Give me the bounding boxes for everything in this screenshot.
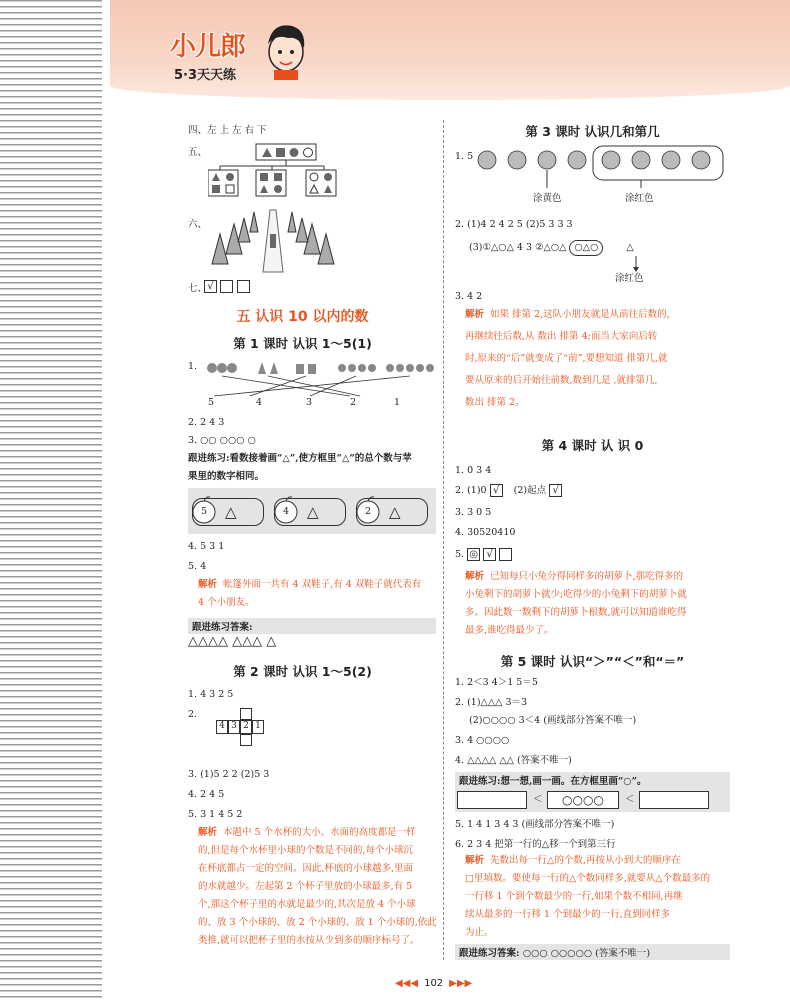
lesson3-title: 第 3 课时 认识几和第几 xyxy=(525,124,660,139)
l3-q2-3 xyxy=(469,240,634,256)
match-number: 5 xyxy=(208,397,215,408)
analysis1-line1: 帐篷外面一共有 4 双鞋子,有 4 双鞋子就代表有 xyxy=(223,579,422,590)
match-number: 3 xyxy=(306,397,313,408)
follow1-answer-label: 跟进练习答案: xyxy=(188,618,436,634)
analysis5-line: 先数出每一行△的个数,再按从小到大的顺序在 xyxy=(490,855,681,866)
l1-q3: 3. ○○ ○○○ ○ xyxy=(188,435,256,446)
match-number: 1 xyxy=(394,397,401,408)
analysis2-line: 类推,就可以把杯子里的水按从少到多的顺序标号了。 xyxy=(198,935,420,946)
grid-cell: 2 xyxy=(240,720,252,734)
follow1-answer: △△△△ △△△ △ xyxy=(188,634,277,649)
follow5-exercise xyxy=(455,788,730,812)
lesson2-title: 第 2 课时 认识 1～5(2) xyxy=(233,664,372,679)
analysis5-line: 续从最多的一行移 1 个到最少的一行,直到同样多 xyxy=(465,909,671,920)
analysis-2 xyxy=(198,824,438,950)
logo-subtitle: 5·3天天练 xyxy=(174,68,237,83)
l2-q1: 1. 4 3 2 5 xyxy=(188,689,234,700)
left-q7-label: 七、 xyxy=(188,283,208,294)
analysis-3 xyxy=(465,304,730,414)
l1-q4: 4. 5 3 1 xyxy=(188,541,225,552)
apple-number: 2 xyxy=(365,506,372,517)
analysis2-line: 本题中 5 个水杯的大小、水面的高度都是一样 xyxy=(223,827,416,838)
grid-cell: 4 xyxy=(216,720,228,734)
apple-triangle: △ xyxy=(307,503,319,521)
brand-logo xyxy=(170,20,310,90)
l1-q1: 1. xyxy=(188,361,198,372)
l5-q6: 6. 2 3 4 把第一行的△移一个到第三行 xyxy=(455,839,616,850)
l2-q2: 2. xyxy=(188,709,198,720)
l4-q5 xyxy=(455,548,512,562)
flowers-picture xyxy=(475,144,725,188)
prev-arrows-icon: ◀◀◀ xyxy=(395,978,419,989)
grid-cell xyxy=(240,708,252,720)
follow5-label: 跟进练习:想一想,画一画。在方框里画“○”。 xyxy=(455,772,730,788)
follow5-lt: ＜ xyxy=(533,794,543,805)
q7-box-check: √ xyxy=(204,280,217,293)
page-content xyxy=(170,120,730,960)
l3-q3: 3. 4 2 xyxy=(455,291,483,302)
grid-cell: 1 xyxy=(252,720,264,734)
analysis4-line: 最多,谁吃得最少了。 xyxy=(465,625,554,636)
l4-q1: 1. 0 3 4 xyxy=(455,465,492,476)
left-margin-stripes xyxy=(0,0,110,1000)
apple-number: 4 xyxy=(283,506,290,517)
analysis3-line: 数出 排第 2。 xyxy=(465,397,525,408)
next-arrows-icon: ▶▶▶ xyxy=(449,978,473,989)
analysis-tag: 解析 xyxy=(465,309,485,320)
apple-triangle: △ xyxy=(389,503,401,521)
analysis-5 xyxy=(465,852,730,942)
forest-road-picture xyxy=(208,204,338,274)
l4-q2-check-2: √ xyxy=(549,484,562,497)
shape-tree-diagram xyxy=(208,142,338,198)
l4-q3: 3. 3 0 5 xyxy=(455,507,492,518)
match-number: 2 xyxy=(350,397,357,408)
apple-number: 5 xyxy=(201,506,208,517)
analysis2-line: 的,但是每个水杯里小球的个数是不同的,每个小球沉 xyxy=(198,845,414,856)
l4-q2 xyxy=(455,484,562,498)
analysis2-line: 的、放 3 个小球的、放 2 个小球的、放 1 个小球的,依此 xyxy=(198,917,437,928)
l3-q2-3-tail: △ xyxy=(626,242,634,253)
l4-q2-check-1: √ xyxy=(490,484,503,497)
analysis2-line: 个,那这个杯子里的水就是最少的,其次是放 4 个小球 xyxy=(198,899,416,910)
analysis3-line: 如果 排第 2,这队小朋友就是从前往后数的, xyxy=(490,309,670,320)
l4-q2-b: (2)起点 xyxy=(513,485,547,496)
analysis-1 xyxy=(198,576,438,612)
l5-q5: 5. 1 4 1 3 4 3 (画线部分答案不唯一) xyxy=(455,819,615,830)
follow5-answer-label: 跟进练习答案: xyxy=(459,948,520,959)
logo-title: 小儿郎 xyxy=(170,32,246,62)
l3-yellow: 涂黄色 xyxy=(533,193,562,204)
analysis-tag: 解析 xyxy=(465,855,485,866)
mascot-icon xyxy=(262,20,310,80)
number-cross-grid xyxy=(216,708,276,762)
follow5-lt-2: ＜ xyxy=(625,794,635,805)
l4-q5-label: 5. xyxy=(455,549,465,560)
grid-cell: 3 xyxy=(228,720,240,734)
analysis1-line2: 4 个小朋友。 xyxy=(198,597,255,608)
arrow-down-icon xyxy=(631,256,641,272)
l3-q2-3-circled: ○△○ xyxy=(569,240,603,256)
l3-red2: 涂红色 xyxy=(615,273,644,284)
analysis4-line: 已知每只小兔分得同样多的胡萝卜,那吃得多的 xyxy=(490,571,684,582)
analysis2-line: 在杯底都占一定的空间。因此,杯底的小球越多,里面 xyxy=(198,863,414,874)
q7-box-empty-1 xyxy=(220,280,233,293)
follow5-box-1 xyxy=(457,791,527,809)
analysis5-line: 为止。 xyxy=(465,927,494,938)
l5-q4: 4. △△△△ △△ (答案不唯一) xyxy=(455,755,572,766)
l5-q1: 1. 2＜3 4＞1 5＝5 xyxy=(455,677,538,688)
lesson1-title: 第 1 课时 认识 1～5(1) xyxy=(233,336,372,351)
grid-cell xyxy=(240,734,252,746)
l3-q2-1: 2. (1)4 2 4 2 5 (2)5 3 3 3 xyxy=(455,219,573,230)
analysis-4 xyxy=(465,568,730,640)
match-number: 4 xyxy=(256,397,263,408)
lesson4-title: 第 4 课时 认 识 0 xyxy=(541,438,644,453)
l4-q5-box-1: ◎ xyxy=(467,548,480,561)
l3-q1: 1. 5 xyxy=(455,151,474,162)
apple-box xyxy=(356,498,428,526)
l4-q4: 4. 30520410 xyxy=(455,527,516,538)
l3-q2-3-text: (3)①△○△ 4 3 ②△○△ xyxy=(469,242,567,253)
analysis-tag: 解析 xyxy=(465,571,485,582)
l4-q5-box-3 xyxy=(499,548,512,561)
l2-q4: 4. 2 4 5 xyxy=(188,789,225,800)
q7-boxes xyxy=(204,280,250,293)
analysis5-line: 一行移 1 个到个数最少的一行,如果个数不相同,再继 xyxy=(465,891,683,902)
analysis4-line: 小兔剩下的胡萝卜就少;吃得少的小兔剩下的胡萝卜就 xyxy=(465,589,687,600)
l4-q2-a: 2. (1)0 xyxy=(455,485,487,496)
left-q5-label: 五、 xyxy=(188,147,208,158)
l5-q2-2: (2)○○○○ 3＜4 (画线部分答案不唯一) xyxy=(469,715,637,726)
follow1-exercise xyxy=(188,488,436,534)
l5-q2-1: 2. (1)△△△ 3＝3 xyxy=(455,697,528,708)
apple-box xyxy=(192,498,264,526)
analysis2-line: 的水就越少。左起第 2 个杯子里放的小球最多,有 5 xyxy=(198,881,413,892)
section-title: 五 认识 10 以内的数 xyxy=(236,309,369,325)
follow5-box-2: ○○○○ xyxy=(547,791,619,809)
l1-q2: 2. 2 4 3 xyxy=(188,417,225,428)
analysis3-line: 再继续往后数,从 数出 排第 4;而当大家向后转 xyxy=(465,331,658,342)
l5-q3: 3. 4 ○○○○ xyxy=(455,735,510,746)
follow5-answer-text: ○○○ ○○○○○ (答案不唯一) xyxy=(522,948,651,959)
follow5-answer xyxy=(455,944,730,960)
lesson5-title: 第 5 课时 认识“＞”“＜”和“＝” xyxy=(500,654,685,669)
analysis5-line: □里填数。要使每一行的△个数同样多,就要从△个数最多的 xyxy=(465,873,711,884)
l3-red: 涂红色 xyxy=(625,193,654,204)
page-number: 102 xyxy=(424,978,444,989)
apple-triangle: △ xyxy=(225,503,237,521)
follow5-box-3 xyxy=(639,791,709,809)
l4-q5-box-2: √ xyxy=(483,548,496,561)
analysis4-line: 多。因此数一数剩下的胡萝卜根数,就可以知道谁吃得 xyxy=(465,607,687,618)
follow1-line2: 果里的数字相同。 xyxy=(188,471,265,482)
analysis-tag: 解析 xyxy=(198,579,218,590)
l2-q3: 3. (1)5 2 2 (2)5 3 xyxy=(188,769,270,780)
follow1-line1: 跟进练习:看数接着画“△”,使方框里“△”的总个数与苹 xyxy=(188,453,412,464)
left-q4: 四、左 上 左 右 下 xyxy=(188,125,267,136)
analysis-tag: 解析 xyxy=(198,827,218,838)
apple-box xyxy=(274,498,346,526)
page-footer xyxy=(395,978,472,989)
q7-box-empty-2 xyxy=(237,280,250,293)
analysis3-line: 要从原来的后开始往前数,数到几是 ,就排第几, xyxy=(465,375,658,386)
l1-q5: 5. 4 xyxy=(188,561,207,572)
analysis3-line: 时,原来的“后”就变成了“前”,要想知道 排第几,就 xyxy=(465,353,668,364)
l2-q5: 5. 3 1 4 5 2 xyxy=(188,809,243,820)
column-divider xyxy=(443,120,444,960)
left-q6-label: 六、 xyxy=(188,219,208,230)
